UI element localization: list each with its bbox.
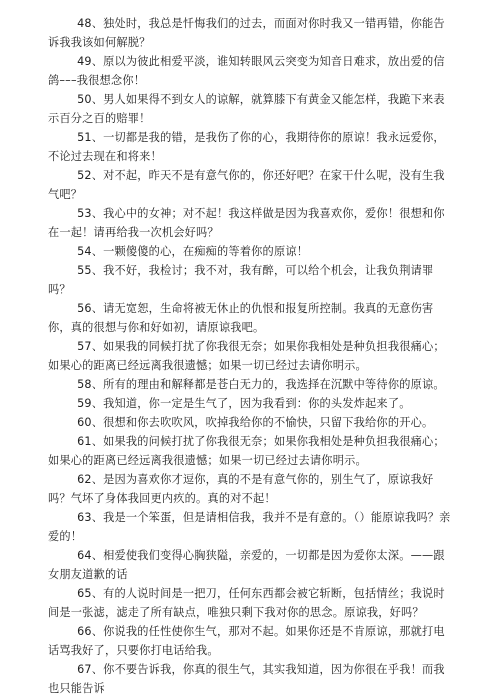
- paragraph-61: 61、如果我的问候打扰了你我很无奈；如果你我相处是种负担我很痛心；如果心的距离已经远离我很遗憾；如果一切已经过去请你明示。: [48, 435, 445, 467]
- paragraph-56: 56、请无宽恕，生命将被无休止的仇恨和报复所控制。我真的无意伤害你，真的很想与你和好如初，请原谅我吧。: [48, 302, 434, 334]
- paragraph-51: 51、一切都是我的错，是我伤了你的心，我期待你的原谅！我永远爱你，不论过去现在和将来！: [48, 131, 445, 163]
- paragraph-63: 63、我是一个笨蛋，但是请相信我，我并不是有意的。（）能原谅我吗？亲爱的！: [48, 511, 451, 543]
- paragraph-64: 64、相爱使我们变得心胸狭隘，亲爱的，一切都是因为爱你太深。——跟女朋友道歉的话: [48, 549, 445, 581]
- paragraph-50: 50、男人如果得不到女人的谅解，就算膝下有黄金又能怎样，我跪下来表示百分之百的赔罪！: [48, 93, 445, 125]
- paragraph-53: 53、我心中的女神；对不起！我这样做是因为我喜欢你，爱你！很想和你在一起！请再给我一次机会好吗？: [48, 207, 445, 239]
- paragraph-60: 60、很想和你去吹吹风，吹掉我给你的不愉快，只留下我给你的开心。: [77, 416, 434, 429]
- paragraph-62: 62、是因为喜欢你才逗你，真的不是有意气你的，别生气了，原谅我好吗？气坏了身体我回更内疚的。真的对不起！: [48, 473, 434, 505]
- paragraph-57: 57、如果我的同候打扰了你我很无奈；如果你我相处是种负担我很痛心；如果心的距离已经远离我很遗憾；如果一切已经过去请你明示。: [48, 340, 445, 372]
- paragraph-52: 52、对不起，昨天不是有意气你的，你还好吧？在家干什么呢，没有生我气吧？: [48, 169, 445, 201]
- paragraph-59: 59、我知道，你一定是生气了，因为我看到：你的头发炸起来了。: [77, 397, 411, 410]
- paragraph-48: 48、独处时，我总是忏悔我们的过去，而面对你时我又一错再错，你能告诉我我该如何解脱？: [48, 17, 445, 49]
- paragraph-58: 58、所有的理由和解释都是苍白无力的，我选择在沉默中等待你的原谅。: [77, 378, 445, 391]
- paragraph-49: 49、原以为彼此相爱平淡，谁知转眼风云突变为知音日难求，放出爱的信鸽–––我很想念你！: [48, 55, 445, 87]
- paragraph-54: 54、一颗傻傻的心，在痴痴的等着你的原谅！: [77, 245, 309, 258]
- paragraph-65: 65、有的人说时间是一把刀，任何东西都会被它斩断，包括情丝；我说时间是一张滤，滤走了所有缺点，唯独只剩下我对你的思念。原谅我，好吗？: [48, 587, 445, 619]
- paragraph-67: 67、你不要告诉我，你真的很生气，其实我知道，因为你很在乎我！而我也只能告诉: [48, 663, 445, 695]
- paragraph-55: 55、我不好，我检讨；我不对，我有醉，可以给个机会，让我负荆请罪吗？: [48, 264, 434, 296]
- paragraph-66: 66、你说我的任性使你生气，那对不起。如果你还是不肯原谅，那就打电话骂我好了，只要你打电话给我。: [48, 625, 445, 657]
